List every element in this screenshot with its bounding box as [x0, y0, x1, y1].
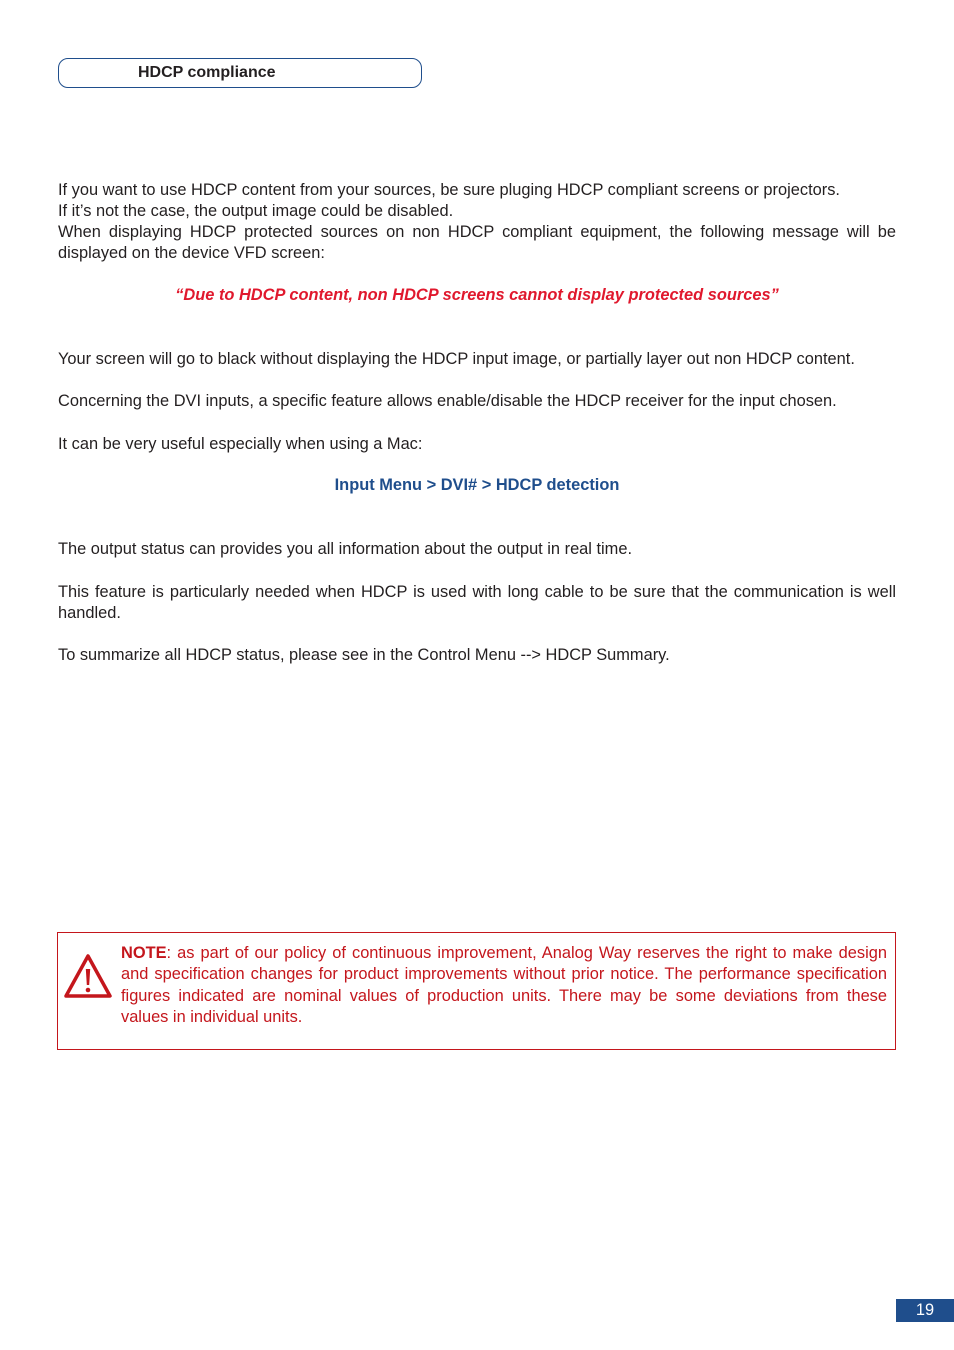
section-title: HDCP compliance: [138, 64, 276, 81]
intro-line-3: When displaying HDCP protected sources on non HDCP compliant equipment, the following message will be displayed on the device VFD screen:: [58, 223, 896, 262]
warning-triangle-icon: [64, 953, 112, 999]
section-title-tab: [58, 58, 422, 88]
intro-paragraph: [58, 180, 896, 264]
intro-line-1: If you want to use HDCP content from your sources, be sure pluging HDCP compliant screens or projectors.: [58, 181, 840, 199]
mac-use-paragraph: It can be very useful especially when using a Mac:: [58, 435, 423, 453]
note-text: [121, 943, 887, 1028]
note-label: NOTE: [121, 944, 167, 962]
dvi-feature-paragraph: Concerning the DVI inputs, a specific feature allows enable/disable the HDCP receiver for the input chosen.: [58, 392, 837, 410]
summary-paragraph: To summarize all HDCP status, please see in the Control Menu --> HDCP Summary.: [58, 646, 670, 664]
note-box: [57, 932, 896, 1050]
page-number: 19: [896, 1299, 954, 1322]
menu-path: Input Menu > DVI# > HDCP detection: [334, 476, 620, 494]
vfd-message: “Due to HDCP content, non HDCP screens cannot display protected sources”: [175, 286, 779, 304]
long-cable-paragraph: This feature is particularly needed when HDCP is used with long cable to be sure that the communication is well handled.: [58, 583, 896, 622]
note-body: : as part of our policy of continuous improvement, Analog Way reserves the right to make design and specification changes for product improvements without prior notice. The performance specification figures indicated are nominal values of production units. There may be some deviations from these values in individual units.: [121, 944, 887, 1026]
black-screen-paragraph: Your screen will go to black without displaying the HDCP input image, or partially layer out non HDCP content.: [58, 350, 855, 368]
intro-line-2: If it’s not the case, the output image could be disabled.: [58, 202, 454, 220]
output-status-paragraph: The output status can provides you all information about the output in real time.: [58, 540, 633, 558]
